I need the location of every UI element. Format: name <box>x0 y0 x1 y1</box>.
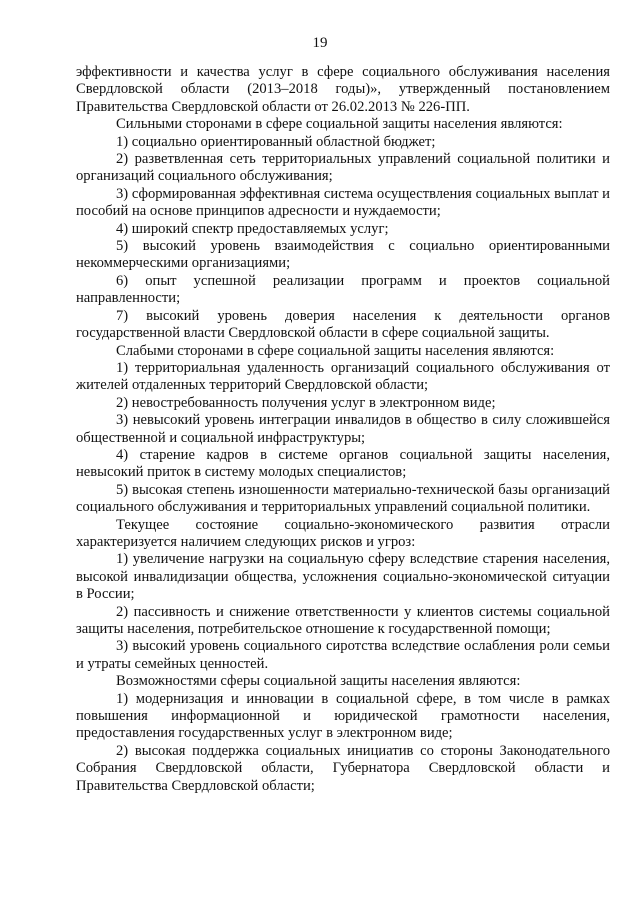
paragraph: Возможностями сферы социальной защиты населения являются: <box>116 673 521 690</box>
paragraph: 2) разветвленная сеть территориальных управлений социальной политики и организаций социального обслуживания; <box>76 151 610 185</box>
paragraph: 4) старение кадров в системе органов социальной защиты населения, невысокий приток в систему молодых специалистов; <box>76 446 610 481</box>
paragraph: Текущее состояние социально-экономического развития отрасли характеризуется наличием следующих рисков и угроз: <box>76 516 610 550</box>
paragraph: 6) опыт успешной реализации программ и проектов социальной направленности; <box>76 272 610 307</box>
paragraph: 3) высокий уровень социального сиротства вследствие ослабления роли семьи и утраты семейных ценностей. <box>76 638 610 672</box>
paragraph: 2) пассивность и снижение ответственности у клиентов системы социальной защиты населения, потребительское отношение к государственной помощи; <box>76 603 610 637</box>
paragraph: 2) невостребованность получения услуг в электронном виде; <box>116 394 496 411</box>
paragraph: Сильными сторонами в сфере социальной защиты населения являются: <box>116 116 563 133</box>
paragraph: 3) сформированная эффективная система осуществления социальных выплат и пособий на основе принципов адресности и нуждаемости; <box>76 185 610 220</box>
paragraph: 5) высокий уровень взаимодействия с социально ориентированными некоммерческими организациями; <box>76 238 610 272</box>
paragraph: Слабыми сторонами в сфере социальной защиты населения являются: <box>116 342 555 359</box>
page-number: 19 <box>312 35 328 51</box>
paragraph: 5) высокая степень изношенности материально-технической базы организаций социального обслуживания и территориальных управлений социальной политики. <box>76 481 610 516</box>
paragraph: 3) невысокий уровень интеграции инвалидов в общество в силу сложившейся общественной и социальной инфраструктуры; <box>76 412 610 446</box>
paragraph: эффективности и качества услуг в сфере социального обслуживания населения Свердловской области (2013–2018 годы)», утвержденный постановлением Правительства Свердловской области от 26.02.2013 № 226-ПП. <box>76 64 610 115</box>
paragraph: 1) увеличение нагрузки на социальную сферу вследствие старения населения, высокой инвалидизации общества, усложнения социально-экономической ситуации в России; <box>76 551 610 603</box>
paragraph: 2) высокая поддержка социальных инициатив со стороны Законодательного Собрания Свердловской области, Губернатора Свердловской области и Правительства Свердловской области; <box>76 742 610 794</box>
paragraph: 1) территориальная удаленность организаций социального обслуживания от жителей отдаленных территорий Свердловской области; <box>76 359 610 394</box>
paragraph: 1) модернизация и инновации в социальной сфере, в том числе в рамках повышения информационной и юридической грамотности населения, предоставления государственных услуг в электронном виде; <box>76 690 610 742</box>
paragraph: 7) высокий уровень доверия населения к деятельности органов государственной власти Свердловской области в сфере социальной защиты. <box>76 307 610 342</box>
paragraph: 4) широкий спектр предоставляемых услуг; <box>116 220 389 237</box>
document-body <box>76 64 610 795</box>
paragraph: 1) социально ориентированный областной бюджет; <box>116 133 436 150</box>
